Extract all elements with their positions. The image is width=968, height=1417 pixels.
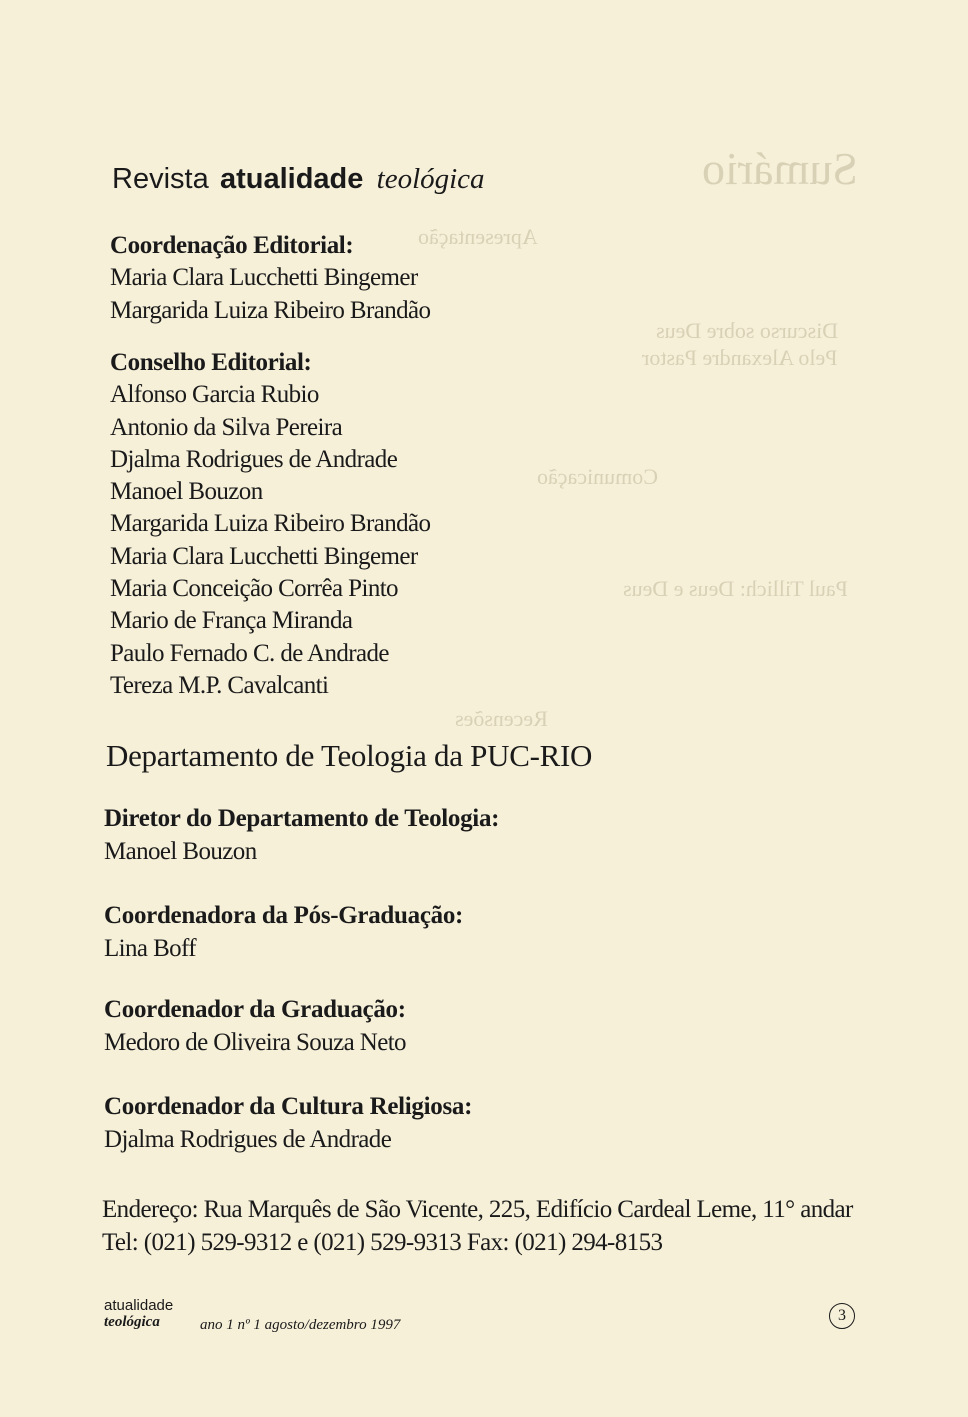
journal-masthead xyxy=(112,163,485,196)
role-heading: Coordenadora da Pós-Graduação: xyxy=(104,902,464,929)
masthead-atualidade: atualidade xyxy=(219,163,364,195)
editorial-board-section xyxy=(110,347,430,702)
person-name: Maria Conceição Corrêa Pinto xyxy=(110,575,398,603)
page-number: 3 xyxy=(829,1303,855,1329)
ghost-line: Apresentação xyxy=(418,224,538,249)
footer-logo xyxy=(104,1298,173,1330)
role-heading: Coordenador da Cultura Religiosa: xyxy=(104,1093,473,1120)
ghost-line: Discurso sobre Deus xyxy=(655,318,838,343)
role-name: Medoro de Oliveira Souza Neto xyxy=(104,1029,406,1056)
masthead-revista: Revista xyxy=(112,163,209,195)
person-name: Maria Clara Lucchetti Bingemer xyxy=(110,264,418,292)
role-name: Lina Boff xyxy=(104,935,197,962)
person-name: Tereza M.P. Cavalcanti xyxy=(110,671,329,699)
role-heading: Diretor do Departamento de Teologia: xyxy=(104,805,500,832)
role-heading: Coordenador da Graduação: xyxy=(104,996,406,1023)
role-graduate-coordinator xyxy=(104,993,406,1059)
person-name: Maria Clara Lucchetti Bingemer xyxy=(110,542,418,570)
department-title: Departamento de Teologia da PUC-RIO xyxy=(106,738,593,773)
editorial-coordination-section xyxy=(110,230,430,327)
ghost-line: Pelo Alexandre Pastor xyxy=(642,345,838,370)
footer-logo-line2: teológica xyxy=(104,1314,160,1330)
person-name: Manoel Bouzon xyxy=(110,478,263,506)
ghost-line: Recensões xyxy=(455,706,548,731)
footer-issue-info: ano 1 nº 1 agosto/dezembro 1997 xyxy=(200,1317,401,1333)
role-director xyxy=(104,802,499,868)
footer-logo-line1: atualidade xyxy=(104,1297,174,1314)
contact-address: Endereço: Rua Marquês de São Vicente, 225, Edifício Cardeal Leme, 11° andar Tel: (021) 529-9312 e (021) 529-9313 Fax: (021) 294-8153 xyxy=(102,1196,853,1256)
masthead-teologica: teológica xyxy=(376,163,485,195)
role-name: Manoel Bouzon xyxy=(104,838,257,865)
section-heading: Coordenação Editorial: xyxy=(110,232,354,259)
person-name: Mario de França Miranda xyxy=(110,607,353,635)
person-name: Margarida Luiza Ribeiro Brandão xyxy=(110,296,431,324)
person-name: Margarida Luiza Ribeiro Brandão xyxy=(110,510,431,538)
person-name: Alfonso Garcia Rubio xyxy=(110,381,319,409)
person-name: Antonio da Silva Pereira xyxy=(110,413,343,441)
ghost-line: Comunicação xyxy=(537,464,658,489)
ghost-title: Sumário xyxy=(702,143,858,194)
ghost-line: Paul Tillich: Deus e Deus xyxy=(623,576,848,601)
section-heading: Conselho Editorial: xyxy=(110,349,312,376)
role-religious-culture-coordinator xyxy=(104,1090,472,1156)
person-name: Djalma Rodrigues de Andrade xyxy=(110,445,398,473)
role-postgraduate-coordinator xyxy=(104,899,463,965)
role-name: Djalma Rodrigues de Andrade xyxy=(104,1126,392,1153)
person-name: Paulo Fernado C. de Andrade xyxy=(110,639,389,667)
